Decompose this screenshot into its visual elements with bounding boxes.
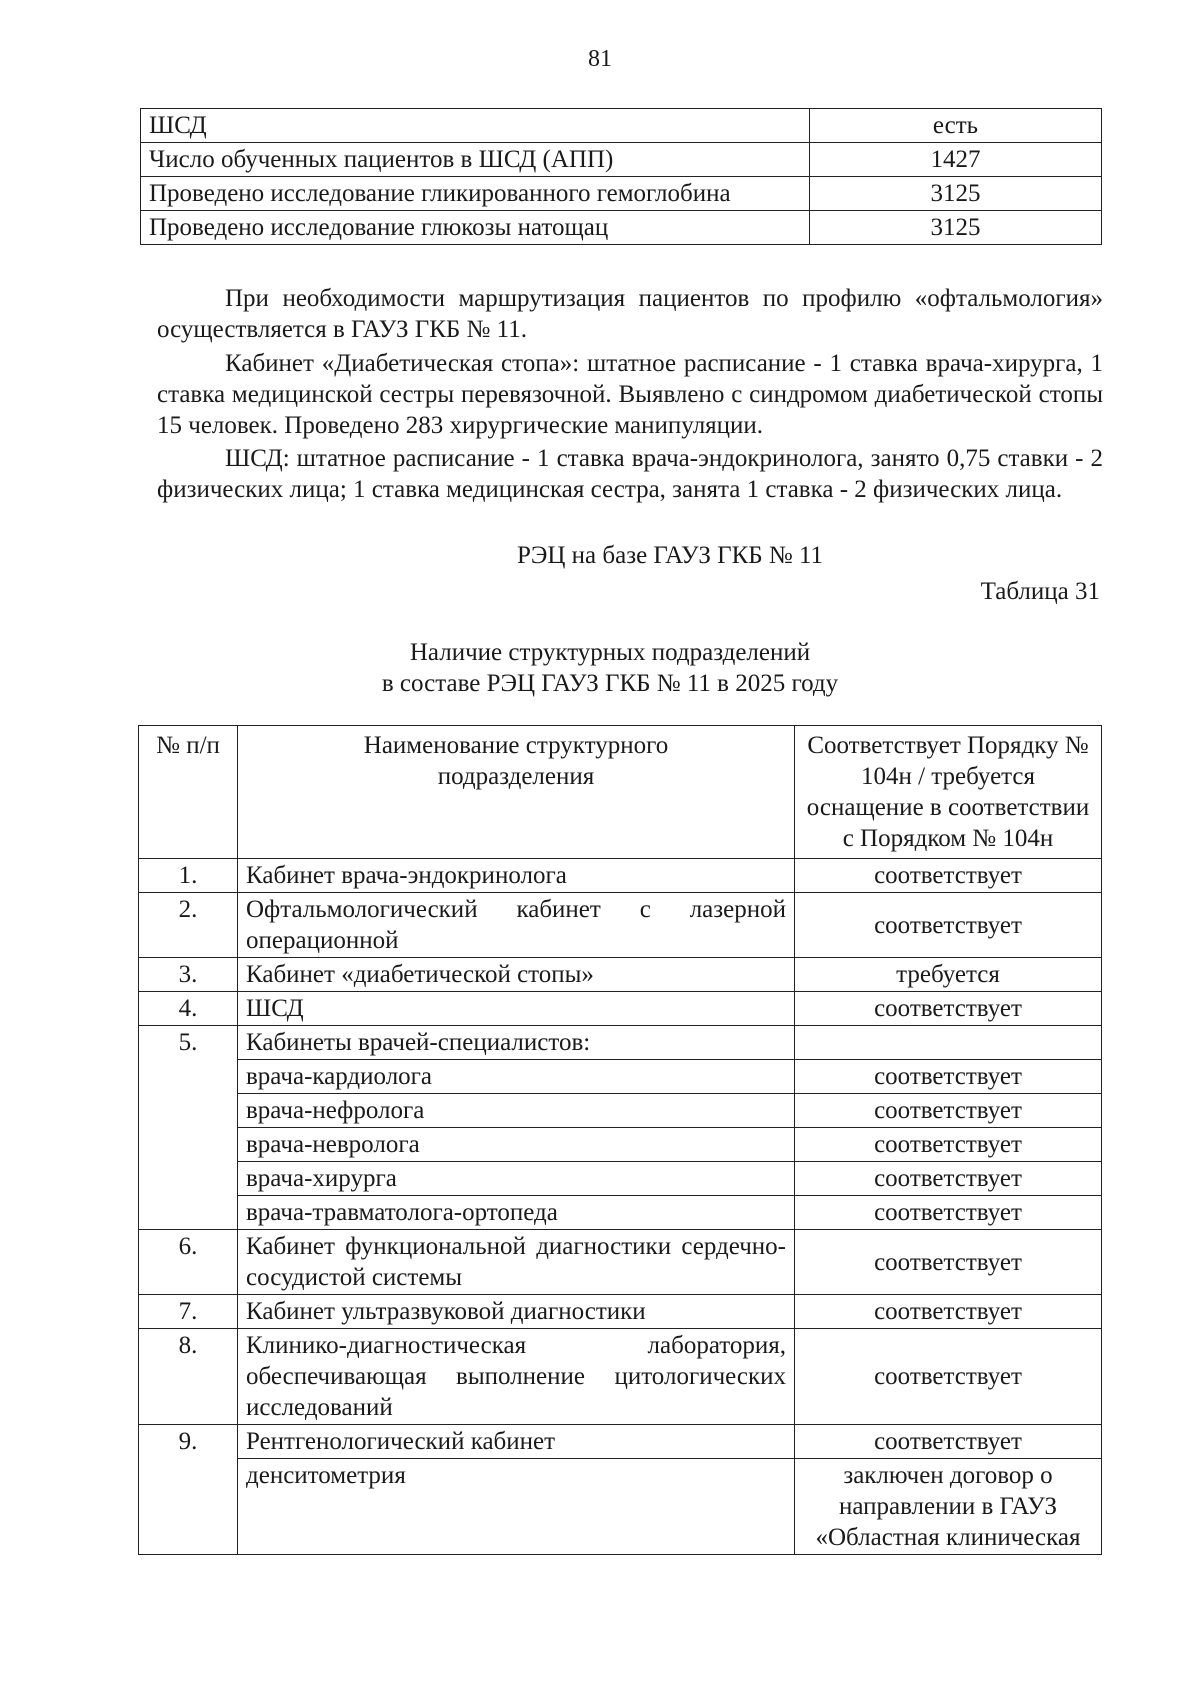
row-status: соответствует (795, 1060, 1102, 1094)
row-status: соответствует (795, 1230, 1102, 1295)
row-num (139, 1094, 238, 1128)
row-status: соответствует (795, 1162, 1102, 1196)
header-name: Наименование структурного подразделения (238, 726, 795, 859)
row-label: Проведено исследование гликированного гемоглобина (141, 177, 810, 211)
row-name: денситометрия (238, 1459, 795, 1555)
row-status (795, 1026, 1102, 1060)
header-status: Соответствует Порядку № 104н / требуется оснащение в соответствии с Порядком № 104н (795, 726, 1102, 859)
row-name: Кабинет функциональной диагностики сердечно-сосудистой системы (238, 1230, 795, 1295)
table-row (139, 859, 1102, 893)
row-status: соответствует (795, 1425, 1102, 1459)
row-name: врача-травматолога-ортопеда (238, 1196, 795, 1230)
row-status: соответствует (795, 1329, 1102, 1425)
row-num: 2. (139, 893, 238, 958)
table-row (139, 992, 1102, 1026)
table-row (139, 1230, 1102, 1295)
row-status: соответствует (795, 893, 1102, 958)
row-num (139, 1162, 238, 1196)
table-row (139, 1196, 1102, 1230)
row-num: 8. (139, 1329, 238, 1425)
row-status: соответствует (795, 992, 1102, 1026)
table-row (139, 1162, 1102, 1196)
structural-units-table (138, 725, 1102, 1555)
row-name: Кабинет «диабетической стопы» (238, 958, 795, 992)
table-row (139, 1026, 1102, 1060)
row-status: заключен договор о направлении в ГАУЗ «Областная клиническая (795, 1459, 1102, 1555)
row-num: 1. (139, 859, 238, 893)
table-row (139, 1329, 1102, 1425)
row-num (139, 1459, 238, 1555)
row-label: Проведено исследование глюкозы натощац (141, 211, 810, 245)
row-num: 6. (139, 1230, 238, 1295)
row-value: 3125 (810, 177, 1102, 211)
summary-table (140, 108, 1102, 245)
table-title-line2: в составе РЭЦ ГАУЗ ГКБ № 11 в 2025 году (381, 670, 839, 697)
row-status: соответствует (795, 1094, 1102, 1128)
paragraph-text: Кабинет «Диабетическая стопа»: штатное расписание - 1 ставка врача-хирурга, 1 ставка медицинской сестры перевязочной. Выявлено с синдромом диабетической стопы 15 человек. Проведено 283 хирургические манипуляции. (157, 350, 1103, 439)
row-name: врача-хирурга (238, 1162, 795, 1196)
page-number: 81 (588, 46, 612, 72)
row-status: требуется (795, 958, 1102, 992)
table-row (139, 1459, 1102, 1555)
row-name: Клинико-диагностическая лаборатория, обеспечивающая выполнение цитологических исследований (238, 1329, 795, 1425)
table-row (139, 1060, 1102, 1094)
paragraph-diabetic-foot (157, 348, 1103, 441)
row-value: 3125 (810, 211, 1102, 245)
row-name: врача-кардиолога (238, 1060, 795, 1094)
row-num (139, 1128, 238, 1162)
paragraph-shsd (157, 443, 1103, 505)
paragraph-text: ШСД: штатное расписание - 1 ставка врача-эндокринолога, занято 0,75 ставки - 2 физических лица; 1 ставка медицинская сестра, занята 1 ставка - 2 физических лица. (157, 445, 1103, 503)
row-name: Кабинет врача-эндокринолога (238, 859, 795, 893)
header-num: № п/п (139, 726, 238, 859)
paragraph-routing (157, 283, 1103, 345)
table-title-line1: Наличие структурных подразделений (409, 639, 811, 666)
table-row (139, 1295, 1102, 1329)
section-heading: РЭЦ на базе ГАУЗ ГКБ № 11 (516, 542, 824, 569)
table-row (141, 109, 1102, 143)
row-num: 3. (139, 958, 238, 992)
row-name: Кабинет ультразвуковой диагностики (238, 1295, 795, 1329)
row-value: 1427 (810, 143, 1102, 177)
table-row (139, 1094, 1102, 1128)
row-label: ШСД (141, 109, 810, 143)
row-status: соответствует (795, 1196, 1102, 1230)
row-name: врача-нефролога (238, 1094, 795, 1128)
table-row (139, 1128, 1102, 1162)
row-label: Число обученных пациентов в ШСД (АПП) (141, 143, 810, 177)
table-row (139, 1425, 1102, 1459)
table-row (139, 893, 1102, 958)
row-num: 5. (139, 1026, 238, 1060)
row-name: Кабинеты врачей-специалистов: (238, 1026, 795, 1060)
row-status: соответствует (795, 1295, 1102, 1329)
row-num: 9. (139, 1425, 238, 1459)
row-name: ШСД (238, 992, 795, 1026)
row-num (139, 1196, 238, 1230)
row-status: соответствует (795, 859, 1102, 893)
paragraph-text: При необходимости маршрутизация пациентов по профилю «офтальмология» осуществляется в ГАУЗ ГКБ № 11. (157, 285, 1103, 343)
row-status: соответствует (795, 1128, 1102, 1162)
row-num (139, 1060, 238, 1094)
table-row (139, 958, 1102, 992)
table-label: Таблица 31 (980, 578, 1100, 605)
row-num: 4. (139, 992, 238, 1026)
row-name: Офтальмологический кабинет с лазерной операционной (238, 893, 795, 958)
row-value: есть (810, 109, 1102, 143)
row-num: 7. (139, 1295, 238, 1329)
table-row (141, 143, 1102, 177)
row-name: Рентгенологический кабинет (238, 1425, 795, 1459)
table-header-row (139, 726, 1102, 859)
table-row (141, 211, 1102, 245)
table-row (141, 177, 1102, 211)
row-name: врача-невролога (238, 1128, 795, 1162)
